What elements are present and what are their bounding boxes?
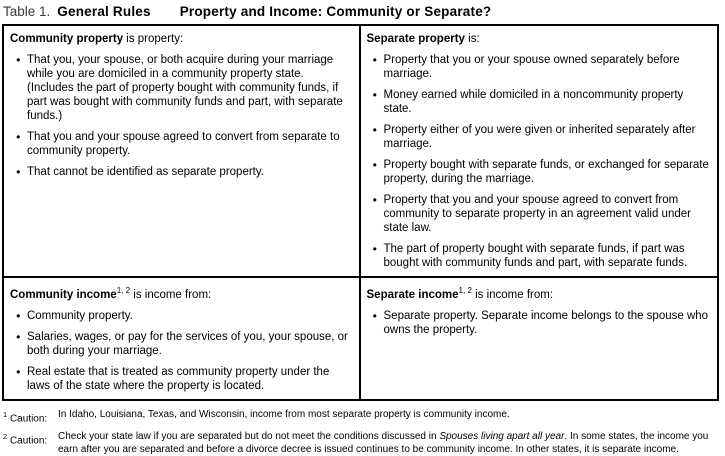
list-item [10,165,351,179]
bullet-icon: ● [372,125,378,134]
footnote-text-segment: . In some states, the income you earn after you are separated and before a divorce decree is issued continues to be community income. In other states, it is separate income. [58,431,709,456]
separate-property-header [367,32,710,46]
separate-income-header [367,284,710,302]
list-item-text: Property that you and your spouse agreed to convert from community to separate property in an agreement valid under state law. [383,194,691,234]
community-income-header [10,284,351,302]
community-income-header-bold: Community income [10,288,117,301]
list-item [367,88,710,116]
list-item-text: Money earned while domiciled in a noncommunity property state. [383,89,684,115]
footnote-2-label [2,430,58,456]
list-item-text: That you and your spouse agreed to convert from separate to community property. [27,131,340,157]
bullet-icon: ● [16,366,21,376]
list-item-text: Separate property. Separate income belongs to the spouse who owns the property. [383,309,709,336]
footnote-label-text: Caution: [9,435,48,447]
footnote-reference: 1, 2 [116,286,131,295]
list-item [10,330,351,358]
separate-property-cell [361,26,718,278]
community-property-header-bold: Community property [10,33,124,45]
list-item [367,158,710,186]
bullet-icon: ● [16,167,21,176]
separate-property-header-bold: Separate property [366,33,465,45]
community-property-header [10,32,351,46]
footnote-italic-segment: Spouses living apart all year [439,431,565,443]
list-item-text: Real estate that is treated as community property under the laws of the state where the property is located. [27,365,330,392]
separate-property-header-rest: is: [464,33,480,45]
list-item [10,365,351,393]
list-item [367,53,710,81]
table-title [3,4,722,20]
footnote-marker: 2 [3,432,8,442]
community-income-cell [4,278,361,399]
footnote-1-text [58,408,722,425]
list-item [367,309,710,337]
list-item [367,193,710,235]
footnote-1 [2,408,722,425]
footnote-text-segment: Check your state law if you are separated but do not meet the conditions discussed in [58,431,440,443]
rules-table [2,24,719,401]
footnotes [2,408,722,456]
list-item-text: Property either of you were given or inherited separately after marriage. [383,124,696,150]
community-property-cell [4,26,361,278]
footnote-label-text: Caution: [9,413,48,425]
table-name: General Rules [57,4,151,19]
bullet-icon: ● [16,310,21,320]
bullet-icon: ● [16,132,21,141]
bullet-icon: ● [16,331,21,341]
footnote-2 [2,430,722,456]
bullet-icon: ● [372,310,378,320]
bullet-icon: ● [372,55,378,64]
list-item-text: Property bought with separate funds, or exchanged for separate property, during the marriage. [383,159,709,185]
footnote-text-segment: In Idaho, Louisiana, Texas, and Wisconsin, income from most separate property is community income. [58,408,510,420]
separate-income-header-rest: is income from: [471,288,554,301]
footnote-reference: 1, 2 [458,286,472,295]
list-item-text: Community property. [27,309,133,322]
table-number: Table 1. [3,4,51,19]
separate-income-header-bold: Separate income [366,288,459,301]
community-income-list [10,309,351,393]
separate-income-list [367,309,710,337]
bullet-icon: ● [16,55,21,64]
bullet-icon: ● [372,244,378,253]
bullet-icon: ● [372,195,378,204]
community-property-header-rest: is property: [123,33,184,45]
list-item-text: Property that you or your spouse owned separately before marriage. [383,54,680,80]
separate-property-list [367,53,710,270]
list-item-text: Salaries, wages, or pay for the services of you, your spouse, or both during your marriage. [27,330,348,357]
bullet-icon: ● [372,90,378,99]
list-item-text: The part of property bought with separate funds, if part was bought with community funds and part, with separate funds. [383,243,688,269]
footnote-marker: 1 [3,409,8,419]
list-item-text: That cannot be identified as separate property. [27,166,264,178]
list-item [367,242,710,270]
list-item [10,309,351,323]
list-item-text: That you, your spouse, or both acquire during your marriage while you are domiciled in a community property state. (Includes the part of property bought with community funds, if part was bought with community funds and part, with separate funds.) [27,54,343,122]
table-subtitle: Property and Income: Community or Separate? [179,4,492,19]
bullet-icon: ● [372,160,378,169]
footnote-1-label [2,408,58,425]
community-income-header-rest: is income from: [130,288,212,301]
list-item [10,130,351,158]
community-property-list [10,53,351,179]
separate-income-cell [361,278,718,399]
list-item [10,53,351,123]
footnote-2-text [58,430,722,456]
list-item [367,123,710,151]
